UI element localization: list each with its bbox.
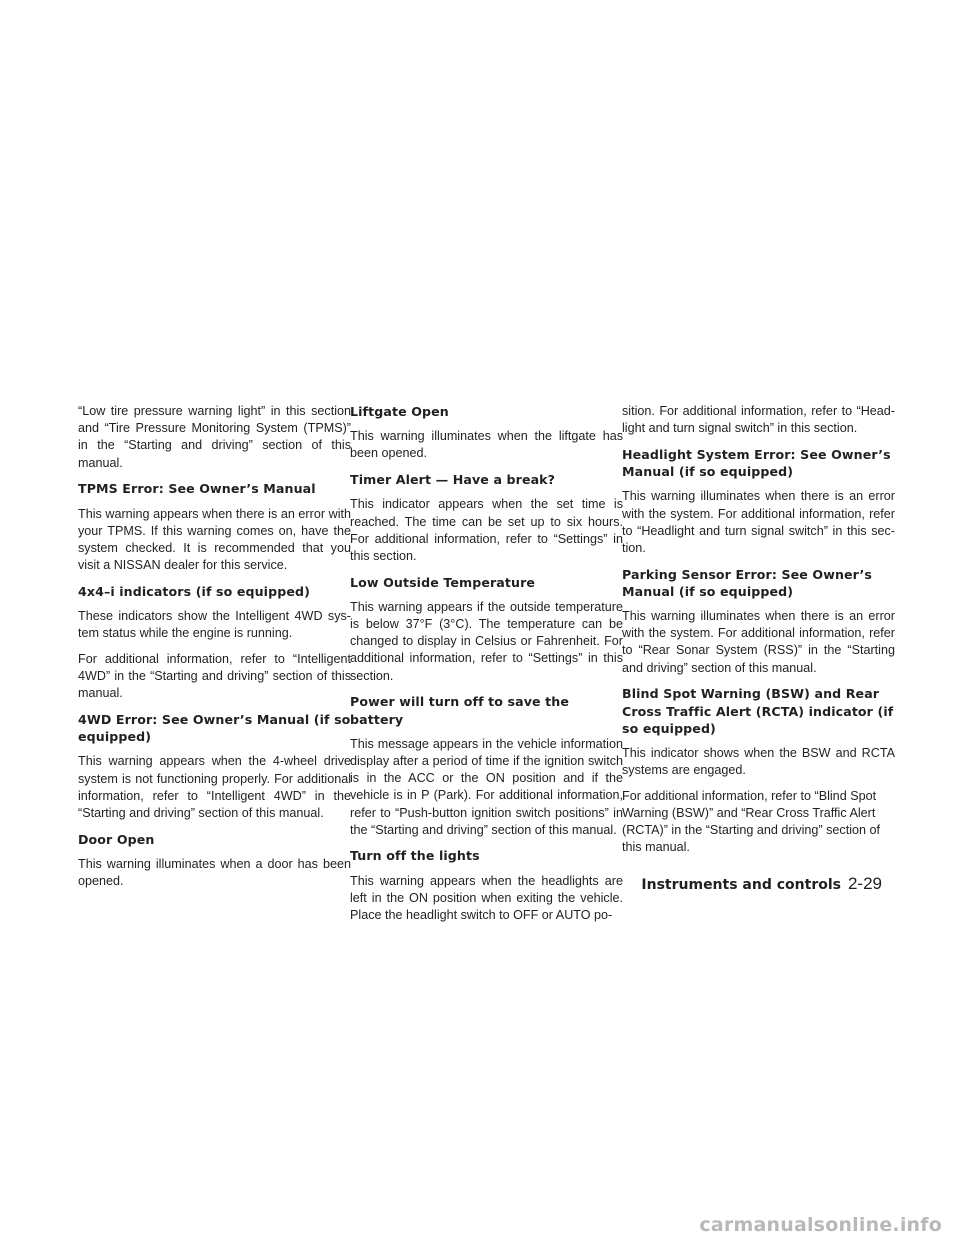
- 4x4i-indicators-heading: 4x4–i indicators (if so equipped): [78, 583, 310, 599]
- timer-alert-paragraph: This indicator appears when the set time is reached. The time can be set up to six hours. For additional information, refer to “Settings” in this section.: [350, 497, 623, 563]
- 4wd-error-paragraph: This warning appears when the 4-wheel drive system is not functioning properly. For additional information, refer to “Intelligent 4WD” in the “Starting and driving” section of this manual.: [78, 754, 351, 821]
- intro-paragraph: “Low tire pressure warning light” in this section and “Tire Pressure Monitoring System (TPMS)” in the “Starting and driving” section of this manual.: [78, 404, 351, 470]
- continued-paragraph: sition. For additional information, refer to “Head-light and turn signal switch” in this section.: [622, 404, 895, 436]
- power-off-heading: Power will turn off to save the battery: [350, 694, 569, 727]
- 4x4i-reference-paragraph: For additional information, refer to “Intelligent 4WD” in the “Starting and driving” section of this manual.: [78, 651, 351, 701]
- page-footer: [641, 874, 882, 894]
- parking-sensor-error-heading: Parking Sensor Error: See Owner’s Manual (if so equipped): [622, 566, 872, 599]
- page-number: 2-29: [847, 874, 882, 893]
- column-right: [622, 403, 895, 865]
- headlight-system-error-paragraph: This warning illuminates when there is an error with the system. For additional information, refer to “Headlight and turn signal switch” in this sec-tion.: [622, 489, 895, 555]
- timer-alert-heading: Timer Alert — Have a break?: [350, 472, 556, 488]
- headlight-system-error-heading: Headlight System Error: See Owner’s Manual (if so equipped): [622, 446, 891, 480]
- 4wd-error-heading: 4WD Error: See Owner’s Manual (if so equipped): [78, 712, 351, 745]
- bsw-rcta-reference-paragraph: For additional information, refer to “Blind Spot Warning (BSW)” and “Rear Cross Traffic Alert (RCTA)” in the “Starting and driving” section of this manual.: [622, 788, 881, 855]
- door-open-paragraph: This warning illuminates when a door has been opened.: [78, 856, 351, 889]
- door-open-heading: Door Open: [78, 831, 155, 847]
- low-outside-temperature-heading: Low Outside Temperature: [350, 574, 536, 590]
- 4x4i-indicators-paragraph: These indicators show the Intelligent 4WD sys-tem status while the engine is running.: [78, 609, 351, 641]
- section-title: Instruments and controls: [641, 877, 841, 893]
- bsw-rcta-heading: Blind Spot Warning (BSW) and Rear Cross Traffic Alert (RCTA) indicator (if so equipped): [622, 686, 894, 736]
- column-left: [78, 403, 351, 899]
- tpms-error-heading: TPMS Error: See Owner’s Manual: [78, 481, 316, 497]
- watermark: carmanualsonline.info: [699, 1214, 942, 1236]
- power-off-paragraph: This message appears in the vehicle information display after a period of time if the ignition switch is in the ACC or the ON position and if the vehicle is in P (Park). For additional information, refer to “Push-button ignition switch positions” in the “Starting and driving” section of this manual.: [350, 736, 623, 837]
- low-outside-temperature-paragraph: This warning appears if the outside temperature is below 37°F (3°C). The temperature can be changed to display in Celsius or Fahrenheit. For additional information, refer to “Settings” in this section.: [350, 599, 623, 683]
- liftgate-open-paragraph: This warning illuminates when the liftgate has been opened.: [350, 429, 623, 461]
- column-middle: [350, 403, 623, 933]
- turn-off-lights-paragraph: This warning appears when the headlights are left in the ON position when exiting the vehicle. Place the headlight switch to OFF or AUTO po-: [350, 873, 623, 923]
- turn-off-lights-heading: Turn off the lights: [350, 848, 480, 864]
- bsw-rcta-paragraph: This indicator shows when the BSW and RCTA systems are engaged.: [622, 745, 895, 778]
- liftgate-open-heading: Liftgate Open: [350, 404, 449, 419]
- tpms-error-paragraph: This warning appears when there is an error with your TPMS. If this warning comes on, have the system checked. It is recommended that you visit a NISSAN dealer for this service.: [78, 506, 351, 573]
- parking-sensor-error-paragraph: This warning illuminates when there is an error with the system. For additional information, refer to “Rear Sonar System (RSS)” in the “Starting and driving” section of this manual.: [622, 609, 895, 675]
